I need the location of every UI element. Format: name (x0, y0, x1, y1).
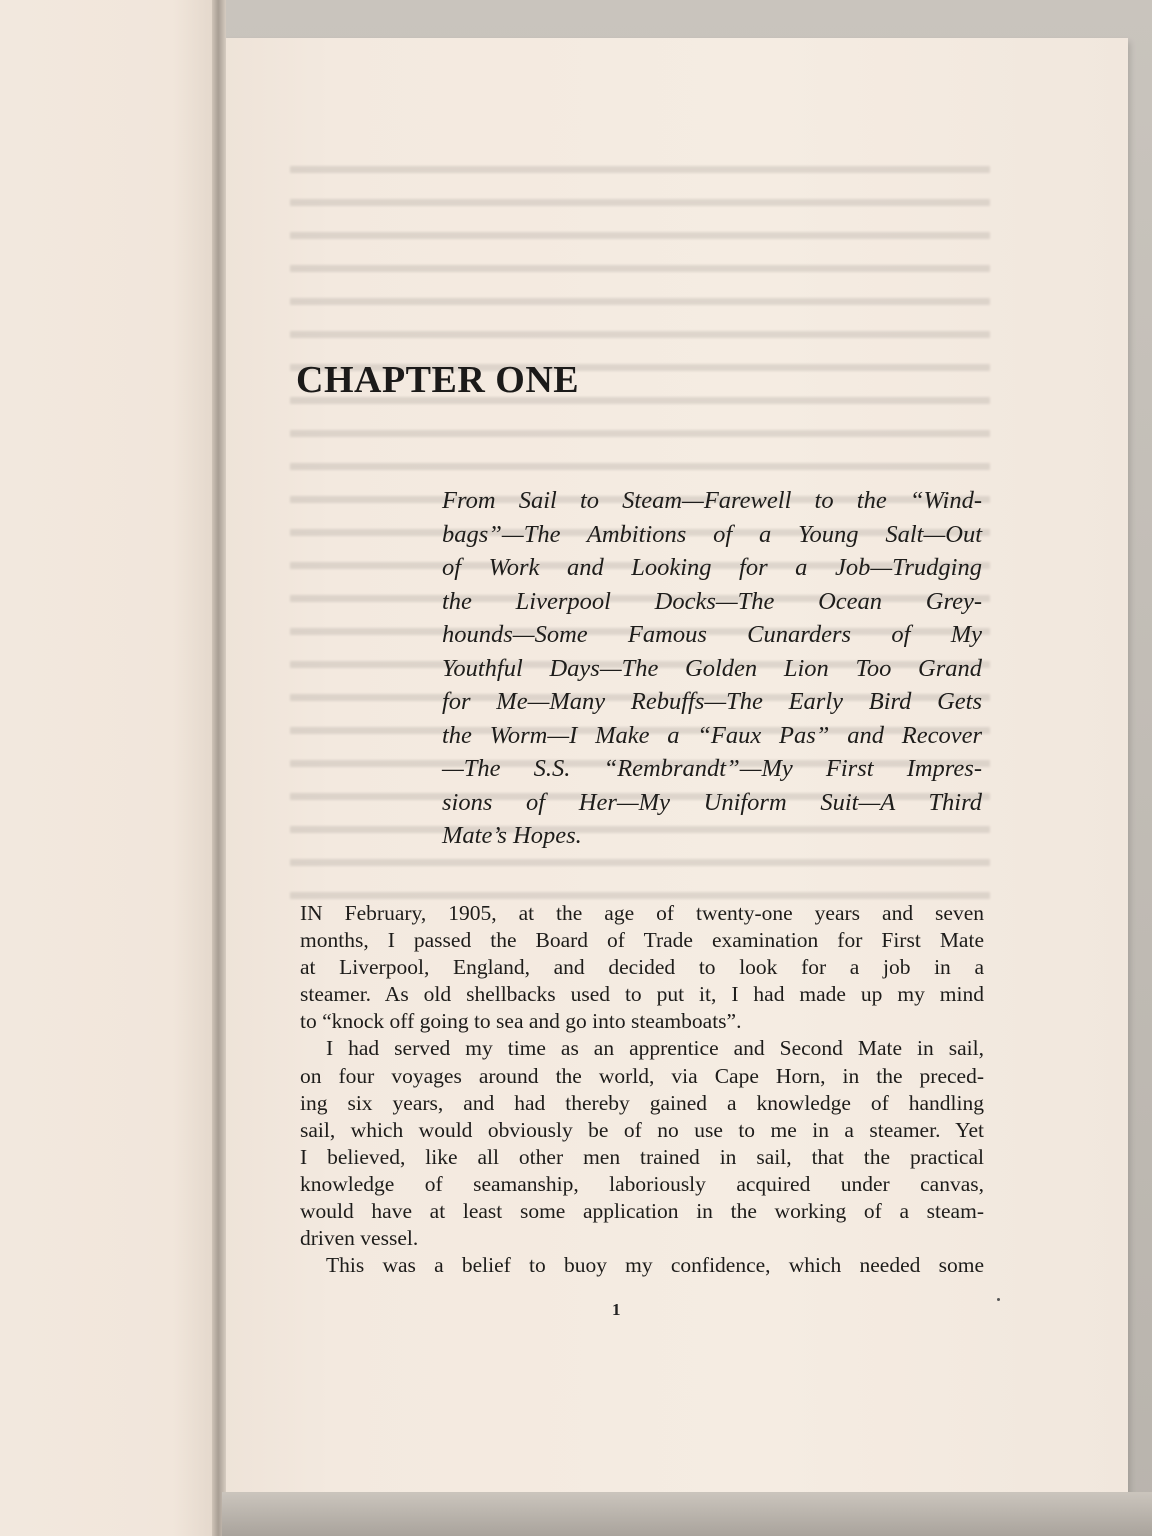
body-line: sail, which would obviously be of no use to me in a steamer. Yet (300, 1117, 984, 1142)
body-line: steamer. As old shellbacks used to put it, I had made up my mind (300, 982, 984, 1007)
body-text (300, 900, 984, 1279)
synopsis-line: From Sail to Steam—Farewell to the “Wind- (442, 487, 982, 514)
body-line: knowledge of seamanship, laboriously acquired under canvas, (300, 1171, 984, 1196)
body-line: driven vessel. (300, 1226, 419, 1251)
body-line: I had served my time as an apprentice and Second Mate in sail, (326, 1036, 984, 1061)
body-line: on four voyages around the world, via Cape Horn, in the preced- (300, 1063, 984, 1088)
body-line: ing six years, and had thereby gained a knowledge of handling (300, 1090, 984, 1115)
body-line: to “knock off going to sea and go into steamboats”. (300, 1009, 742, 1034)
chapter-synopsis (442, 484, 982, 853)
synopsis-line: the Worm—I Make a “Faux Pas” and Recover (442, 721, 982, 749)
synopsis-line: the Liverpool Docks—The Ocean Grey- (442, 587, 982, 615)
body-line: would have at least some application in the working of a steam- (300, 1199, 984, 1224)
synopsis-line: Mate’s Hopes. (442, 822, 582, 849)
synopsis-line: —The S.S. “Rembrandt”—My First Impres- (442, 755, 982, 782)
synopsis-line: sions of Her—My Uniform Suit—A Third (442, 788, 982, 816)
left-page (0, 0, 216, 1536)
page-number: 1 (612, 1300, 621, 1319)
book-gutter (212, 0, 226, 1536)
synopsis-line: bags”—The Ambitions of a Young Salt—Out (442, 520, 982, 548)
paper-speck (997, 1298, 1000, 1301)
body-line: This was a belief to buoy my confidence, which needed some (326, 1253, 984, 1278)
body-line: IN February, 1905, at the age of twenty-one years and seven (300, 901, 984, 925)
body-line: at Liverpool, England, and decided to look for a job in a (300, 955, 984, 980)
page-stack-edge (222, 1492, 1152, 1536)
synopsis-line: of Work and Looking for a Job—Trudging (442, 554, 982, 581)
chapter-title: CHAPTER ONE (296, 359, 580, 401)
synopsis-line: Youthful Days—The Golden Lion Too Grand (442, 654, 982, 682)
body-line: I believed, like all other men trained in sail, that the practical (300, 1144, 984, 1169)
synopsis-line: hounds—Some Famous Cunarders of My (442, 621, 982, 648)
body-line: months, I passed the Board of Trade examination for First Mate (300, 928, 984, 953)
synopsis-line: for Me—Many Rebuffs—The Early Bird Gets (442, 688, 982, 715)
